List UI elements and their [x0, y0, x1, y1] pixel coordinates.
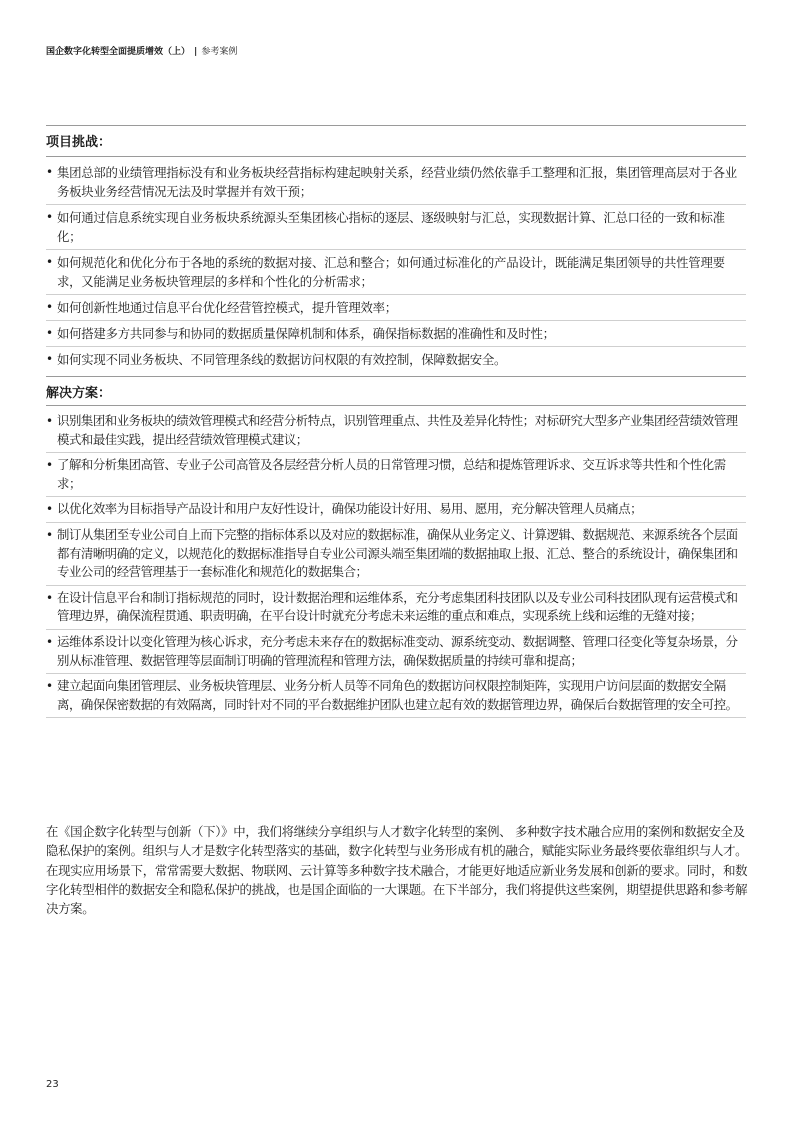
list-item: • 如何规范化和优化分布于各地的系统的数据对接、汇总和整合；如何通过标准化的产品设计，既能满足集团领导的共性管理要求，又能满足业务板块管理层的多样和个性化的分析需求；: [46, 250, 746, 295]
challenges-heading-rule: [46, 156, 746, 157]
solutions-list: [46, 409, 746, 718]
list-item: • 集团总部的业绩管理指标没有和业务板块经营指标构建起映射关系，经营业绩仍然依靠手工整理和汇报，集团管理高层对于各业务板块业务经营情况无法及时掌握并有效干预；: [46, 160, 746, 205]
list-item: • 制订从集团至专业公司自上而下完整的指标体系以及对应的数据标准，确保从业务定义、计算逻辑、数据规范、来源系统各个层面都有清晰明确的定义，以规范化的数据标准指导自专业公司源头端至集团端的数据抽取上报、汇总、整合的系统设计，确保集团和专业公司的经营管理基于一套标准化和规范化的数据集合；: [46, 523, 746, 586]
header-separator: |: [194, 47, 198, 57]
header-title: 国企数字化转型全面提质增效（上）: [46, 47, 191, 57]
header-subtitle: 参考案例: [201, 47, 238, 57]
list-item: • 运维体系设计以变化管理为核心诉求，充分考虑未来存在的数据标准变动、源系统变动、数据调整、管理口径变化等复杂场景，分别从标准管理、数据管理等层面制订明确的管理流程和管理方法，确保数据质量的持续可靠和提高；: [46, 630, 746, 674]
closing-paragraph: 在《国企数字化转型与创新（下）》中，我们将继续分享组织与人才数字化转型的案例、 多种数字技术融合应用的案例和数据安全及隐私保护的案例。组织与人才是数字化转型落实的基础，数字化转型与业务形成有机的融合，赋能实际业务最终要依靠组织与人才。在现实应用场景下，常常需要大数据、物联网、云计算等多种数字技术融合，才能更好地适应新业务发展和创新的要求。同时，和数字化转型相伴的数据安全和隐私保护的挑战，也是国企面临的一大课题。在下半部分，我们将提供这些案例，期望提供思路和参考解决方案。: [46, 824, 748, 917]
list-item: • 以优化效率为目标指导产品设计和用户友好性设计，确保功能设计好用、易用、愿用，充分解决管理人员痛点；: [46, 497, 746, 523]
page-number: 23: [46, 1079, 59, 1090]
solutions-heading: 解决方案：: [46, 386, 112, 401]
list-item: • 在设计信息平台和制订指标规范的同时，设计数据治理和运维体系，充分考虑集团科技团队以及专业公司科技团队现有运营模式和管理边界，确保流程贯通、职责明确，在平台设计时就充分考虑未来运维的重点和难点，实现系统上线和运维的无缝对接；: [46, 586, 746, 630]
list-item: • 如何创新性地通过信息平台优化经营管控模式，提升管理效率；: [46, 295, 746, 321]
list-item: • 识别集团和业务板块的绩效管理模式和经营分析特点，识别管理重点、共性及差异化特性；对标研究大型多产业集团经营绩效管理模式和最佳实践，提出经营绩效管理模式建议；: [46, 409, 746, 453]
list-item: • 如何搭建多方共同参与和协同的数据质量保障机制和体系，确保指标数据的准确性和及时性；: [46, 321, 746, 347]
list-item: • 如何通过信息系统实现自业务板块系统源头至集团核心指标的逐层、逐级映射与汇总，实现数据计算、汇总口径的一致和标准化；: [46, 205, 746, 250]
challenges-list: [46, 160, 746, 372]
list-item: • 建立起面向集团管理层、业务板块管理层、业务分析人员等不同角色的数据访问权限控制矩阵，实现用户访问层面的数据安全隔离，确保保密数据的有效隔离，同时针对不同的平台数据维护团队也建立起有效的数据管理边界，确保后台数据管理的安全可控。: [46, 674, 746, 718]
solutions-heading-rule: [46, 405, 746, 406]
list-item: • 了解和分析集团高管、专业子公司高管及各层经营分析人员的日常管理习惯，总结和提炼管理诉求、交互诉求等共性和个性化需求；: [46, 453, 746, 497]
challenges-heading: 项目挑战：: [46, 135, 112, 150]
running-header: [46, 44, 237, 57]
list-item: • 如何实现不同业务板块、不同管理条线的数据访问权限的有效控制，保障数据安全。: [46, 347, 746, 372]
